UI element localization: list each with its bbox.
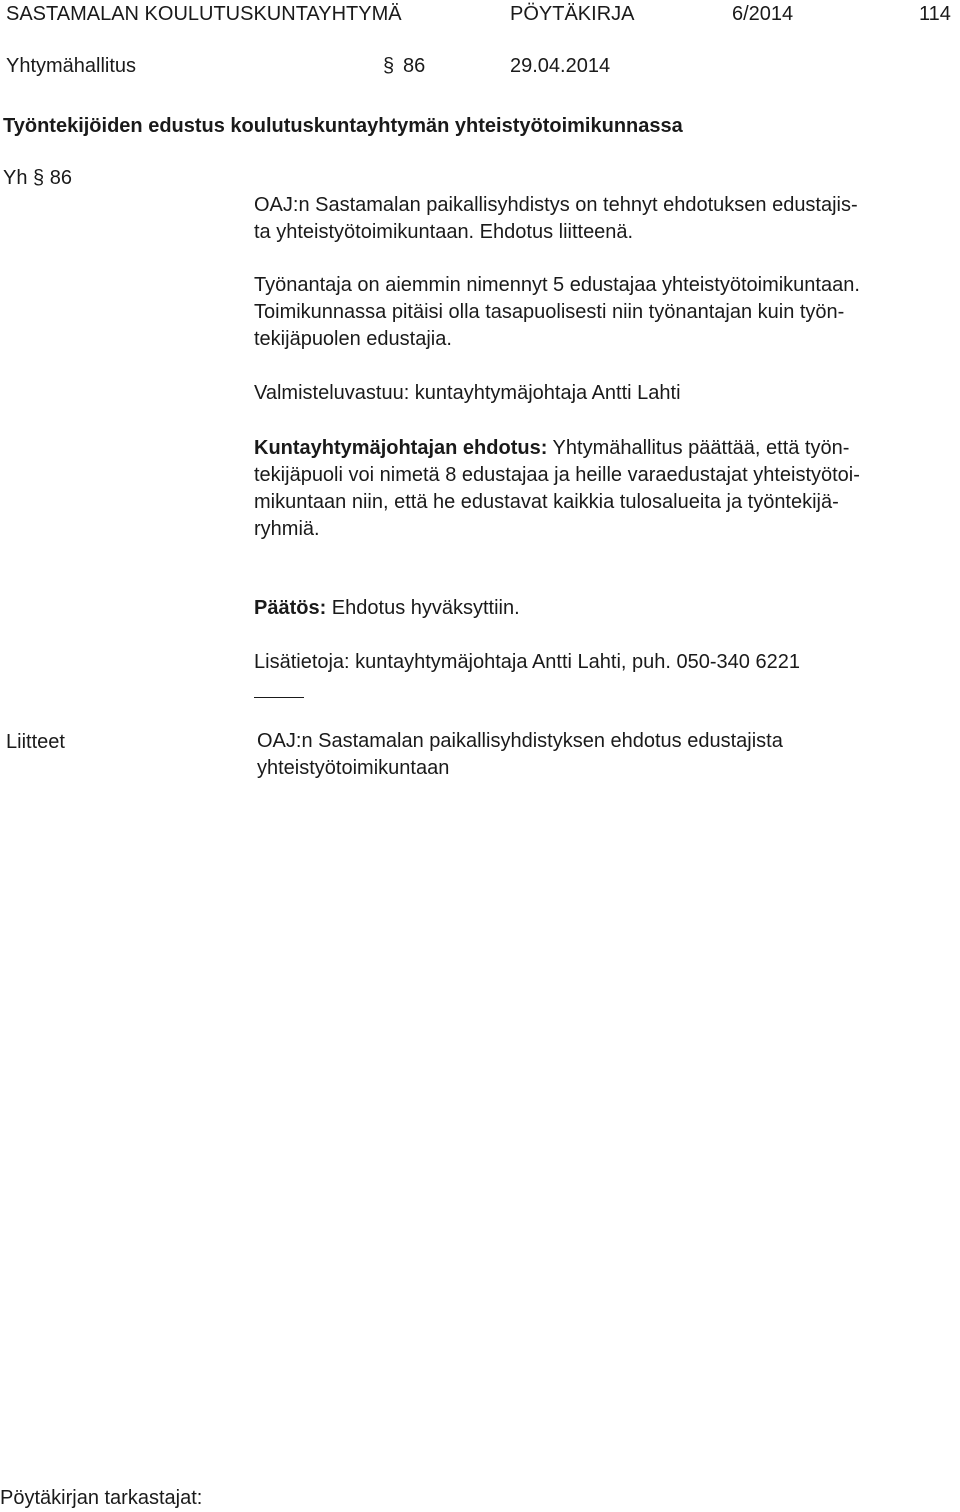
attachment-item: yhteistyötoimikuntaan [257,757,450,779]
attachments-list [257,728,957,782]
paragraph-decision [254,595,954,622]
paragraph-proposal-received [254,192,954,246]
proposal-text: Yhtymähallitus päättää, että työn- [547,437,850,459]
header-body: Yhtymähallitus [6,55,137,77]
item-ref-prefix: Yh [3,167,28,189]
attachment-item: OAJ:n Sastamalan paikallisyhdistyksen ehdotus edustajista [257,730,783,752]
header-doc-number: 6/2014 [732,3,794,25]
item-ref-number: 86 [49,167,72,189]
decision-label: Päätös: [254,597,327,619]
item-ref [3,166,72,190]
header-section-number: 86 [403,55,426,77]
header-organization: SASTAMALAN KOULUTUSKUNTAYHTYMÄ [6,3,402,25]
header-doc-type: PÖYTÄKIRJA [510,3,635,25]
paragraph-more-info [254,649,954,676]
paragraph-line: Toimikunnassa pitäisi olla tasapuolisesti niin työnantajan kuin työn- [254,301,845,323]
paragraph-line: tekijäpuolen edustajia. [254,328,452,350]
attachments-label: Liitteet [6,731,65,753]
header-page-number: 114 [919,3,951,25]
paragraph-line: Työnantaja on aiemmin nimennyt 5 edustajaa yhteistyötoimikuntaan. [254,274,860,296]
header-section-symbol: § [383,55,395,77]
proposal-label: Kuntayhtymäjohtajan ehdotus: [254,437,548,459]
info-text: Lisätietoja: kuntayhtymäjohtaja Antti Lahti, puh. 050-340 6221 [254,651,800,673]
item-ref-symbol: § [33,167,45,189]
paragraph-line: OAJ:n Sastamalan paikallisyhdistys on tehnyt ehdotuksen edustajis- [254,194,858,216]
paragraph-line: tekijäpuoli voi nimetä 8 edustajaa ja heille varaedustajat yhteistyötoi- [254,464,860,486]
decision-text: Ehdotus hyväksyttiin. [326,597,520,619]
paragraph-director-proposal [254,435,954,543]
paragraph-employer-reps [254,272,954,353]
paragraph-preparer [254,380,954,407]
footer-reviewers: Pöytäkirjan tarkastajat: [0,1487,203,1509]
paragraph-line [254,595,954,622]
paragraph-line: ryhmiä. [254,518,320,540]
page-title: Työntekijöiden edustus koulutuskuntayhtymän yhteistyötoimikunnassa [3,115,683,137]
paragraph-line: ta yhteistyötoimikuntaan. Ehdotus liitteenä. [254,221,634,243]
preparer-text: Valmisteluvastuu: kuntayhtymäjohtaja Antti Lahti [254,382,681,404]
paragraph-line: mikuntaan niin, että he edustavat kaikkia tulosalueita ja työntekijä- [254,491,839,513]
header-date: 29.04.2014 [510,55,611,77]
separator-rule [254,697,304,698]
paragraph-line [254,435,954,462]
